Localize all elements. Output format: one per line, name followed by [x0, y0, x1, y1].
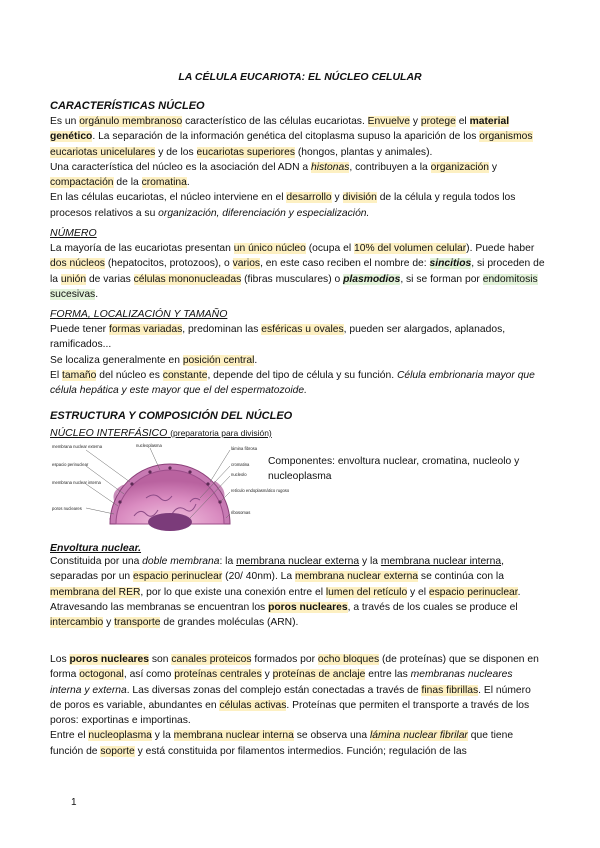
- diagram-label-cromatina: cromatina: [231, 462, 250, 467]
- interfasico-label: NÚCLEO INTERFÁSICO: [50, 427, 168, 439]
- section-heading-envoltura: Envoltura nuclear.: [50, 542, 142, 554]
- diagram-label-lamina: lámina fibrosa: [231, 446, 258, 451]
- components-caption: Componentes: envoltura nuclear, cromatina, nucleolo y nucleoplasma: [268, 456, 520, 483]
- interfasico-note: (preparatoria para división): [170, 428, 272, 438]
- diagram-label-nucleoplasma: nucleoplasma: [136, 443, 162, 448]
- paragraph-poros: Los poros nucleares son canales proteicos formados por ocho bloques (de proteínas) que se disponen en forma octogonal, así como proteínas centrales y proteínas de anclaje entre las membranas nucleares interna y externa. Las diversas zonas del complejo están conectadas a través de finas fibrillas. El número de poros es variable, abundantes en células activas. Proteínas que permiten el transporte a través de los poros: exportinas e importinas. Entre el nucleoplasma y la membrana nuclear interna se observa una lámina nuclear fibrilar que tiene función de soporte y está constituida por filamentos intermedios. Función; regulación de las: [50, 654, 539, 757]
- section-heading-forma: FORMA, LOCALIZACIÓN Y TAMAÑO: [50, 308, 228, 320]
- subsection-heading-interfasico: [50, 427, 272, 439]
- diagram-label-poros: poros nucleares: [52, 506, 82, 511]
- diagram-label-membrana-externa: membrana nuclear externa: [52, 444, 103, 449]
- diagram-label-ribosomas: ribosomas: [231, 510, 251, 515]
- diagram-label-espacio-perinuclear: espacio perinuclear: [52, 462, 89, 467]
- nucleus-diagram: [50, 442, 290, 524]
- section-heading-numero: NÚMERO: [50, 227, 97, 239]
- paragraph-caracteristicas: Es un orgánulo membranoso característico de las células eucariotas. Envuelve y protege el material genético. La separación de la información genética del citoplasma supuso la aparición de los organismos eucariotas unicelulares y de los eucariotas superiores (hongos, plantas y animales). Una característica del núcleo es la asociación del ADN a histonas, contribuyen a la organización y compactación de la cromatina. En las células eucariotas, el núcleo interviene en el desarrollo y división de la célula y regula todos los procesos relativos a su organización, diferenciación y especialización.: [50, 116, 533, 219]
- page-number: 1: [71, 797, 77, 808]
- page-title: LA CÉLULA EUCARIOTA: EL NÚCLEO CELULAR: [178, 71, 422, 83]
- diagram-label-reticulo: retículo endoplasmático rugoso: [231, 488, 290, 493]
- section-heading-estructura: ESTRUCTURA Y COMPOSICIÓN DEL NÚCLEO: [50, 410, 293, 422]
- diagram-label-nucleolo: nucleolo: [231, 472, 247, 477]
- diagram-label-membrana-interna: membrana nuclear interna: [52, 480, 101, 485]
- paragraph-numero: La mayoría de las eucariotas presentan un único núcleo (ocupa el 10% del volumen celular). Puede haber dos núcleos (hepatocitos, protozoos), o varios, en este caso reciben el nombre de: sincitios, si proceden de la unión de varias células mononucleadas (fibras musculares) o plasmodios, si se forman por endomitosis sucesivas.: [50, 243, 545, 300]
- paragraph-envoltura: Constituida por una doble membrana: la membrana nuclear externa y la membrana nuclear interna, separadas por un espacio perinuclear (20/ 40nm). La membrana nuclear externa se continúa con la membrana del RER, por lo que existe una conexión entre el lumen del retículo y el espacio perinuclear. Atravesando las membranas se encuentran los poros nucleares, a través de los cuales se produce el intercambio y transporte de grandes moléculas (ARN).: [50, 556, 521, 629]
- paragraph-forma: Puede tener formas variadas, predominan las esféricas u ovales, pueden ser alargados, aplanados, ramificados... Se localiza generalmente en posición central. El tamaño del núcleo es constante, depende del tipo de célula y su función. Célula embrionaria mayor que célula hepática y este mayor que el del espermatozoide.: [50, 324, 535, 397]
- section-heading-caracteristicas: CARACTERÍSTICAS NÚCLEO: [50, 100, 205, 112]
